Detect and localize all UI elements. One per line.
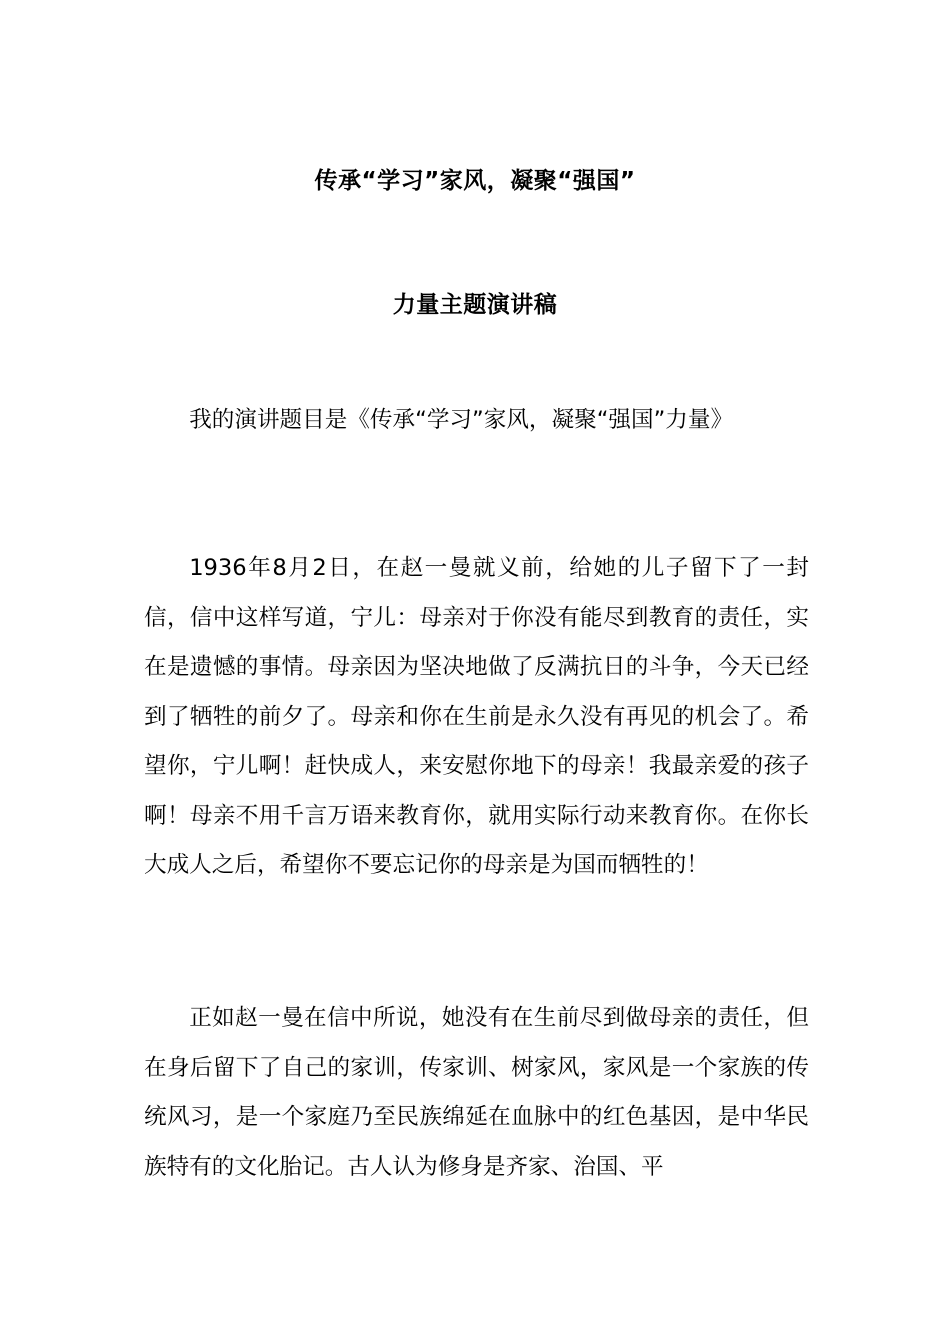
title-line-1: 传承“学习”家风，凝聚“强国” — [314, 168, 636, 194]
paragraph-letter: 1936年8月2日，在赵一曼就义前，给她的儿子留下了一封信，信中这样写道，宁儿：母亲对于你没有能尽到教育的责任，实在是遗憾的事情。母亲因为坚决地做了反满抗日的斗争，今天已经到了牺牲的前夕了。母亲和你在生前是永久没有再见的机会了。希望你，宁儿啊！赶快成人，来安慰你地下的母亲！我最亲爱的孩子啊！母亲不用千言万语来教育你，就用实际行动来教育你。在你长大成人之后，希望你不要忘记你的母亲是为国而牺牲的！ — [144, 555, 809, 878]
paragraph-family-tradition: 正如赵一曼在信中所说，她没有在生前尽到做母亲的责任，但在身后留下了自己的家训，传家训、树家风，家风是一个家族的传统风习，是一个家庭乃至民族绵延在血脉中的红色基因，是中华民族特有的文化胎记。古人认为修身是齐家、治国、平 — [144, 1005, 809, 1180]
title-line-2: 力量主题演讲稿 — [392, 292, 558, 318]
paragraph-speech-topic: 我的演讲题目是《传承“学习”家风，凝聚“强国”力量》 — [189, 407, 734, 433]
